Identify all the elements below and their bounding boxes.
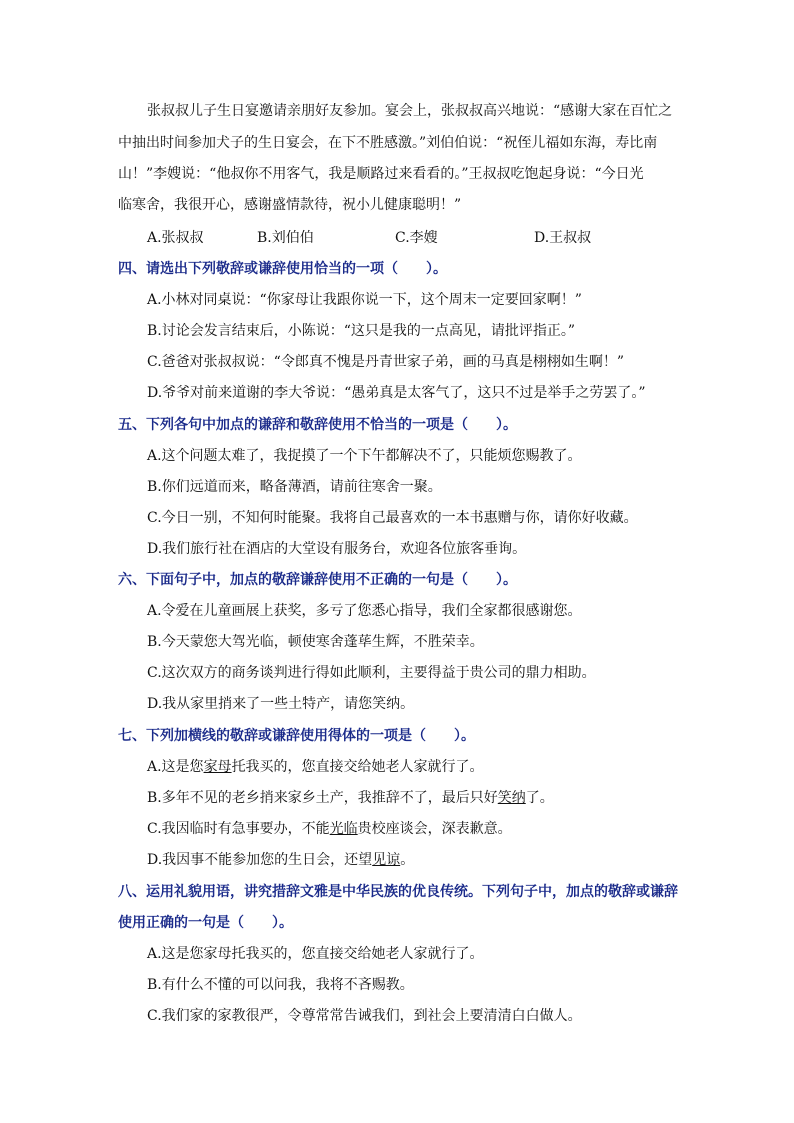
q6-option-c: C.这次双方的商务谈判进行得如此顺利，主要得益于贵公司的鼎力相助。 bbox=[147, 665, 596, 681]
q4-option-b: B.讨论会发言结束后，小陈说：“这只是我的一点高见，请批评指正。” bbox=[147, 323, 576, 339]
q6-question: 六、下面句子中，加点的敬辞谦辞使用不正确的一句是（ ）。 bbox=[118, 572, 517, 588]
option-b: B.刘伯伯 bbox=[257, 230, 314, 246]
passage-line-4: 临寒舍，我很开心，感谢盛情款待，祝小儿健康聪明！” bbox=[118, 197, 462, 213]
underlined-term: 笑纳 bbox=[497, 790, 526, 806]
q8-option-b: B.有什么不懂的可以问我，我将不吝赐教。 bbox=[147, 977, 414, 993]
q4-option-c: C.爸爸对张叔叔说：“令郎真不愧是丹青世家子弟，画的马真是栩栩如生啊！” bbox=[147, 354, 624, 370]
text: A.这是您 bbox=[147, 759, 204, 775]
text: B.多年不见的老乡捎来家乡土产，我推辞不了，最后只好 bbox=[147, 790, 498, 806]
option-a: A.张叔叔 bbox=[147, 230, 204, 246]
q5-question: 五、下列各句中加点的谦辞和敬辞使用不恰当的一项是（ ）。 bbox=[118, 417, 517, 433]
text: C.我因临时有急事要办，不能 bbox=[147, 821, 330, 837]
q8-option-c: C.我们家的家教很严，令尊常常告诫我们，到社会上要清清白白做人。 bbox=[147, 1008, 582, 1024]
q7-option-a bbox=[147, 757, 707, 777]
q5-option-c: C.今日一别，不知何时能聚。我将自己最喜欢的一本书惠赠与你，请你好收藏。 bbox=[147, 510, 638, 526]
q5-option-d: D.我们旅行社在酒店的大堂设有服务台，欢迎各位旅客垂询。 bbox=[147, 541, 527, 557]
q5-option-b: B.你们远道而来，略备薄酒，请前往寒舍一聚。 bbox=[147, 479, 442, 495]
q7-option-b bbox=[147, 788, 707, 808]
text: 。 bbox=[400, 852, 415, 868]
q5-option-a: A.这个问题太难了，我捉摸了一个下午都解决不了，只能烦您赐教了。 bbox=[147, 448, 582, 464]
option-d: D.王叔叔 bbox=[534, 230, 592, 246]
text: 托我买的，您直接交给她老人家就行了。 bbox=[231, 759, 484, 775]
q6-option-d: D.我从家里捎来了一些土特产，请您笑纳。 bbox=[147, 696, 415, 712]
q6-option-a: A.令爱在儿童画展上获奖，多亏了您悉心指导，我们全家都很感谢您。 bbox=[147, 603, 582, 619]
q7-option-d bbox=[147, 850, 707, 870]
passage-line-1: 张叔叔儿子生日宴邀请亲朋好友参加。宴会上，张叔叔高兴地说：“感谢大家在百忙之 bbox=[147, 103, 673, 119]
q4-option-d: D.爷爷对前来道谢的李大爷说：“愚弟真是太客气了，这只不过是举手之劳罢了。” bbox=[147, 385, 646, 401]
underlined-term: 见谅 bbox=[372, 852, 401, 868]
q7-question: 七、下列加横线的敬辞或谦辞使用得体的一项是（ ）。 bbox=[118, 728, 475, 744]
text: D.我因事不能参加您的生日会，还望 bbox=[147, 852, 373, 868]
underlined-term: 家母 bbox=[203, 759, 232, 775]
text: 了。 bbox=[525, 790, 554, 806]
q8-question-line-2: 使用正确的一句是（ ）。 bbox=[118, 915, 293, 931]
q6-option-b: B.今天蒙您大驾光临，顿使寒舍蓬荜生辉，不胜荣幸。 bbox=[147, 634, 484, 650]
underlined-term: 光临 bbox=[329, 821, 358, 837]
q7-option-c bbox=[147, 819, 707, 839]
passage-line-3: 山！”李嫂说：“他叔你不用客气，我是顺路过来看看的。”王叔叔吃饱起身说：“今日光 bbox=[118, 166, 644, 182]
q4-question: 四、请选出下列敬辞或谦辞使用恰当的一项（ ）。 bbox=[118, 261, 447, 277]
text: 贵校座谈会，深表歉意。 bbox=[357, 821, 512, 837]
passage-line-2: 中抽出时间参加犬子的生日宴会，在下不胜感激。”刘伯伯说：“祝侄儿福如东海，寿比南 bbox=[118, 135, 658, 151]
q8-question-line-1: 八、运用礼貌用语，讲究措辞文雅是中华民族的优良传统。下列句子中，加点的敬辞或谦辞 bbox=[118, 884, 678, 900]
option-c: C.李嫂 bbox=[395, 230, 438, 246]
q4-option-a: A.小林对同桌说：“你家母让我跟你说一下，这个周末一定要回家啊！” bbox=[147, 292, 582, 308]
q8-option-a: A.这是您家母托我买的，您直接交给她老人家就行了。 bbox=[147, 946, 484, 962]
